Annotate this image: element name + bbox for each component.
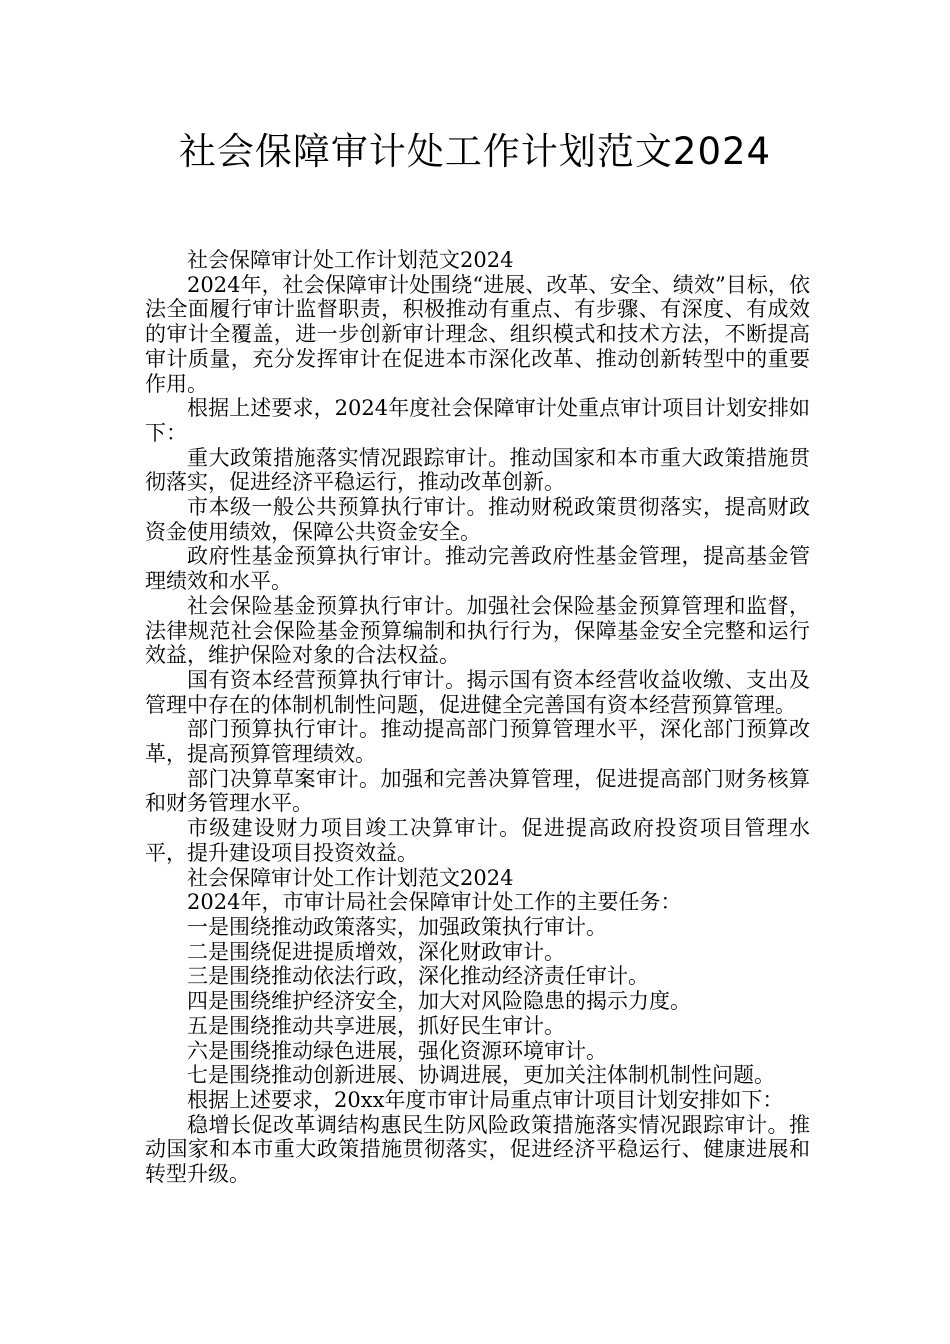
paragraph-task: 七是围绕推动创新进展、协调进展，更加关注体制机制性问题。 (187, 1063, 775, 1088)
paragraph-plan-lead: 根据上述要求，2024年度社会保障审计处重点审计项目计划安排如下： (145, 396, 810, 445)
paragraph-plan-lead: 根据上述要求，20xx年度市审计局重点审计项目计划安排如下： (187, 1087, 784, 1112)
paragraph-item: 市级建设财力项目竣工决算审计。促进提高政府投资项目管理水平，提升建设项目投资效益。 (145, 816, 810, 865)
paragraph-item: 部门决算草案审计。加强和完善决算管理，促进提高部门财务核算和财务管理水平。 (145, 766, 810, 816)
paragraph-task: 四是围绕维护经济安全，加大对风险隐患的揭示力度。 (187, 989, 691, 1014)
paragraph-task: 一是围绕推动政策落实，加强政策执行审计。 (187, 914, 607, 939)
paragraph-subtitle: 社会保障审计处工作计划范文2024 (187, 865, 514, 890)
paragraph-item: 市本级一般公共预算执行审计。推动财税政策贯彻落实，提高财政资金使用绩效，保障公共资金安全。 (145, 495, 810, 544)
paragraph-item: 稳增长促改革调结构惠民生防风险政策措施落实情况跟踪审计。推动国家和本市重大政策措施贯彻落实，促进经济平稳运行、健康进展和转型升级。 (145, 1112, 810, 1187)
paragraph-tasks-lead: 2024年，市审计局社会保障审计处工作的主要任务： (187, 890, 682, 915)
document-body (145, 248, 810, 1187)
paragraph-item: 政府性基金预算执行审计。推动完善政府性基金管理，提高基金管理绩效和水平。 (145, 544, 810, 594)
paragraph-task: 六是围绕推动绿色进展，强化资源环境审计。 (187, 1038, 607, 1063)
paragraph-item: 社会保险基金预算执行审计。加强社会保险基金预算管理和监督，法律规范社会保险基金预算编制和执行行为，保障基金安全完整和运行效益，维护保险对象的合法权益。 (145, 593, 810, 668)
document-title: 社会保障审计处工作计划范文2024 (178, 130, 772, 173)
paragraph-item: 国有资本经营预算执行审计。揭示国有资本经营收益收缴、支出及管理中存在的体制机制性问题，促进健全完善国有资本经营预算管理。 (145, 667, 810, 717)
paragraph-task: 五是围绕推动共享进展，抓好民生审计。 (187, 1013, 565, 1038)
paragraph-item: 重大政策措施落实情况跟踪审计。推动国家和本市重大政策措施贯彻落实，促进经济平稳运行，推动改革创新。 (145, 445, 810, 495)
paragraph-subtitle: 社会保障审计处工作计划范文2024 (187, 248, 514, 272)
paragraph-intro: 2024年，社会保障审计处围绕“进展、改革、安全、绩效”目标，依法全面履行审计监督职责，积极推动有重点、有步骤、有深度、有成效的审计全覆盖，进一步创新审计理念、组织模式和技术方法，不断提高审计质量，充分发挥审计在促进本市深化改革、推动创新转型中的重要作用。 (145, 272, 810, 396)
paragraph-item: 部门预算执行审计。推动提高部门预算管理水平，深化部门预算改革，提高预算管理绩效。 (145, 717, 810, 767)
paragraph-task: 二是围绕促进提质增效，深化财政审计。 (187, 939, 565, 964)
paragraph-task: 三是围绕推动依法行政，深化推动经济责任审计。 (187, 964, 649, 989)
